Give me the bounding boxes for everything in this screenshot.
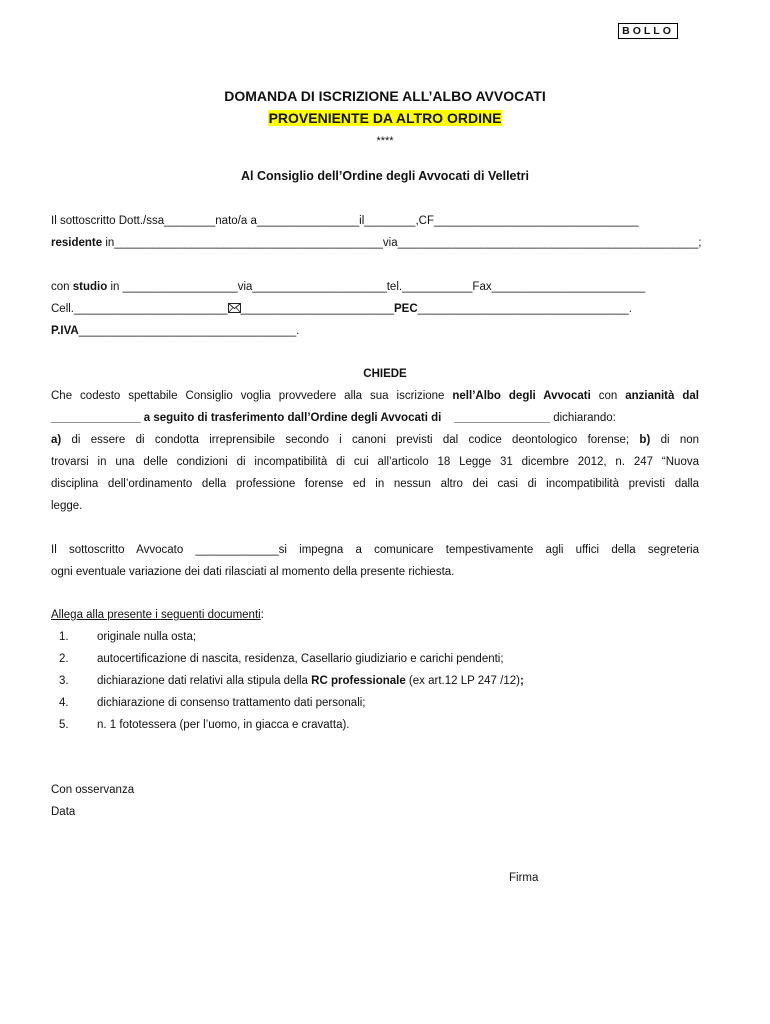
request-line-6: legge. bbox=[51, 500, 83, 512]
seniority-label: anzianità dal bbox=[625, 390, 699, 402]
document-title: DOMANDA DI ISCRIZIONE ALL’ALBO AVVOCATI bbox=[224, 88, 546, 104]
point-b-text: di non bbox=[650, 434, 700, 446]
document-subtitle bbox=[0, 110, 770, 126]
pec-field: _________________________________. bbox=[417, 303, 632, 315]
list-number: 5. bbox=[59, 719, 69, 731]
studio-prefix: con bbox=[51, 281, 73, 293]
bollo-box: BOLLO bbox=[618, 23, 678, 39]
studio-fields: in __________________via_____________________tel.___________Fax________________________ bbox=[107, 281, 646, 293]
list-text: n. 1 fototessera (per l’uomo, in giacca e cravatta). bbox=[97, 719, 350, 731]
piva-field: __________________________________. bbox=[78, 325, 300, 337]
chiede-heading: CHIEDE bbox=[363, 368, 407, 380]
attachments-colon: : bbox=[260, 609, 264, 621]
personal-data-line: Il sottoscritto Dott./ssa________nato/a a________________il________,CF________________________________ bbox=[51, 215, 639, 227]
pec-label: PEC bbox=[394, 303, 418, 315]
piva-line bbox=[51, 324, 699, 339]
commitment-line-1: Il sottoscritto Avvocato _____________si impegna a comunicare tempestivamente agli uffici della segreteria bbox=[51, 544, 699, 556]
list-item bbox=[51, 696, 691, 711]
email-field: ________________________ bbox=[240, 303, 395, 315]
request-line-2 bbox=[51, 411, 699, 426]
list-item bbox=[51, 718, 691, 733]
request-line-1 bbox=[51, 389, 699, 404]
list-text-end: ; bbox=[519, 675, 524, 687]
regards: Con osservanza bbox=[51, 784, 135, 796]
list-item bbox=[51, 652, 691, 667]
list-item bbox=[51, 630, 691, 645]
list-text: autocertificazione di nascita, residenza, Casellario giudiziario e carichi pendenti; bbox=[97, 653, 504, 665]
attachments-heading bbox=[51, 608, 699, 623]
transfer-text: ______________ a seguito di trasferimento dall’Ordine degli Avvocati di bbox=[51, 412, 442, 424]
list-item bbox=[51, 674, 691, 689]
cell-label: Cell. bbox=[51, 303, 75, 315]
list-number: 4. bbox=[59, 697, 69, 709]
attachments-heading-text: Allega alla presente i seguenti documenti bbox=[51, 609, 261, 621]
studio-line bbox=[51, 280, 699, 295]
list-number: 1. bbox=[59, 631, 69, 643]
list-number: 3. bbox=[59, 675, 69, 687]
origin-order-field: _______________ bbox=[454, 412, 551, 424]
list-text: dichiarazione dati relativi alla stipula della bbox=[97, 675, 312, 687]
residence-line bbox=[51, 236, 702, 251]
contacts-line bbox=[51, 302, 699, 317]
residente-label: residente bbox=[51, 237, 103, 249]
piva-label: P.IVA bbox=[51, 325, 79, 337]
subtitle-highlight: PROVENIENTE DA ALTRO ORDINE bbox=[268, 110, 502, 126]
date-label: Data bbox=[51, 806, 76, 818]
commitment-line-2: ogni eventuale variazione dei dati rilasciati al momento della presente richiesta. bbox=[51, 566, 455, 578]
request-text: Che codesto spettabile Consiglio voglia provvedere alla sua iscrizione bbox=[51, 390, 453, 402]
envelope-icon bbox=[228, 303, 241, 313]
list-text: originale nulla osta; bbox=[97, 631, 197, 643]
residence-fields: in__________________________________________via_______________________________________________; bbox=[102, 237, 702, 249]
list-text-ref: (ex art.12 LP 247 /12) bbox=[405, 675, 520, 687]
point-a-label: a) bbox=[51, 434, 62, 446]
cell-field: ________________________ bbox=[74, 303, 228, 315]
point-a-text: di essere di condotta irreprensibile secondo i canoni previsti dal codice deontologico forense; bbox=[61, 434, 640, 446]
separator-stars: **** bbox=[376, 135, 394, 147]
list-text: dichiarazione di consenso trattamento dati personali; bbox=[97, 697, 366, 709]
point-b-label: b) bbox=[639, 434, 651, 446]
request-line-3 bbox=[51, 433, 699, 448]
list-number: 2. bbox=[59, 653, 69, 665]
albo-text: nell’Albo degli Avvocati bbox=[452, 390, 591, 402]
rc-professionale-text: RC professionale bbox=[311, 675, 406, 687]
request-line-5: disciplina dell’ordinamento della professione forense ed in nessun altro dei casi di incompatibilità previsti dalla bbox=[51, 478, 699, 490]
addressee: Al Consiglio dell’Ordine degli Avvocati di Velletri bbox=[240, 169, 530, 183]
declaring-text: dichiarando: bbox=[550, 412, 616, 424]
studio-label: studio bbox=[72, 281, 108, 293]
request-line-4: trovarsi in una delle condizioni di incompatibilità di cui all’articolo 18 Legge 31 dicembre 2012, n. 247 “Nuova bbox=[51, 456, 699, 468]
request-connector: con bbox=[590, 390, 626, 402]
signature-label: Firma bbox=[509, 872, 539, 884]
